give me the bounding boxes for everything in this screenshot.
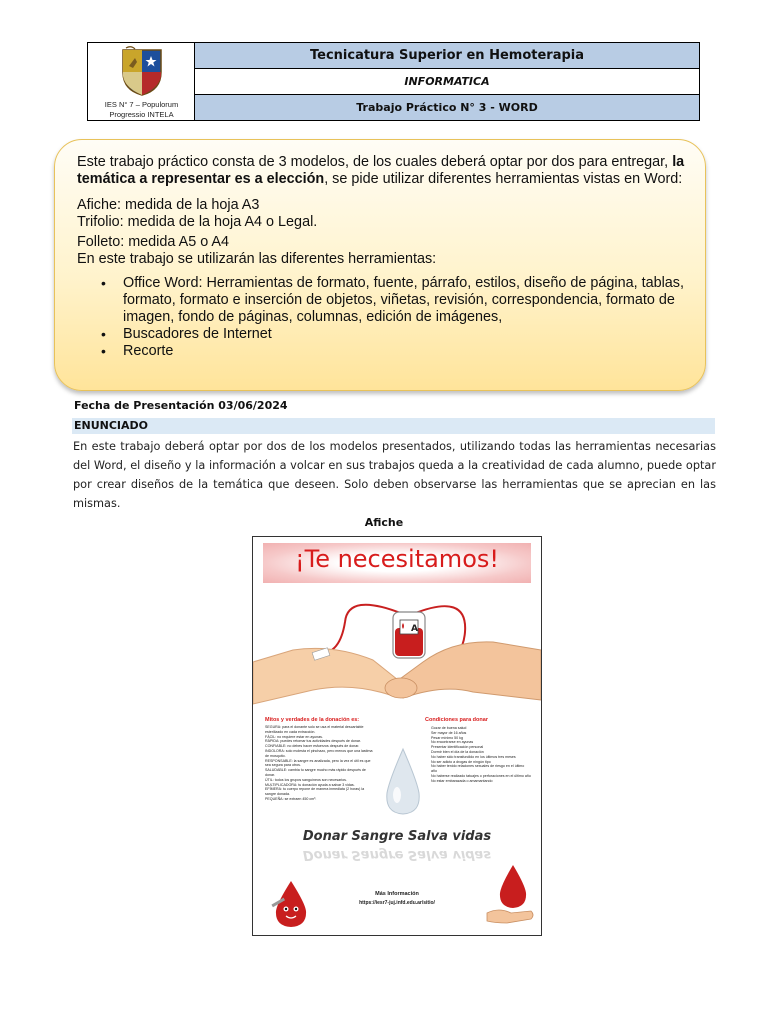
- list-item: RÁPIDA: puedes retomar tus actividades después de donar.: [265, 739, 361, 744]
- list-item: • Buscadores de Internet: [97, 326, 687, 343]
- poster-slogan-reflection: Donar Sangre Salva vidas: [302, 847, 492, 862]
- header-subject: INFORMATICA: [195, 69, 699, 95]
- more-info-label: Más Información: [375, 891, 419, 897]
- logo-caption-line: Progressio INTELA: [109, 110, 174, 119]
- list-item: Presentar identificación personal: [431, 745, 484, 750]
- poster-image: [252, 536, 542, 936]
- poster-slogan: Donar Sangre Salva vidas: [302, 829, 492, 844]
- myths-list: [265, 725, 375, 802]
- hand-with-drop-icon: [485, 863, 537, 925]
- intro-bold-text: la temática a representar es a elección: [77, 154, 685, 187]
- conditions-list: [431, 726, 531, 784]
- list-item: Pesar mínimo 50 kg: [431, 735, 463, 740]
- list-item: SEGURA: para el donante solo se usa el material descartable esterilizado en cada extracción.: [265, 725, 364, 734]
- list-item: No ser adicto a drogas de ningún tipo: [431, 759, 491, 764]
- instructions-text: [77, 154, 687, 360]
- header-assignment: Trabajo Práctico N° 3 - WORD: [195, 95, 699, 120]
- tools-intro: En este trabajo se utilizarán las diferentes herramientas:: [77, 251, 437, 267]
- list-item: No haberse realizado tatuajes o perforaciones en el último año: [431, 773, 531, 778]
- list-item: Ser mayor de 16 años: [431, 730, 467, 735]
- blood-donation-illustration: [253, 592, 541, 712]
- enunciado-heading: ENUNCIADO: [74, 419, 149, 432]
- header-title: Tecnicatura Superior en Hemoterapia: [195, 43, 699, 69]
- list-item: SALUDABLE: cambia tu sangre mucho más rápido después de donar.: [265, 768, 366, 777]
- intro-paragraph: [77, 154, 687, 188]
- blood-bag-icon: [393, 612, 425, 658]
- list-item: CONFIABLE: no debes hacer esfuerzos después de donar.: [265, 744, 360, 749]
- tools-list: [97, 275, 687, 360]
- list-item: FÁCIL: no requiere estar en ayunas.: [265, 734, 323, 739]
- header-table: [87, 42, 700, 121]
- logo-caption-line: IES N° 7 – Populorum: [104, 100, 179, 109]
- list-item: • Recorte: [97, 343, 687, 360]
- water-drop-icon: [383, 747, 423, 817]
- enunciado-bar: [72, 418, 715, 434]
- list-item: Gozar de buena salud: [431, 726, 467, 730]
- logo-cell: [88, 43, 195, 120]
- intro-text-end: , se pide utilizar diferentes herramientas vistas en Word:: [324, 171, 683, 187]
- afiche-label: Afiche: [364, 516, 404, 529]
- list-item: • Office Word: Herramientas de formato, fuente, párrafo, estilos, diseño de página, tablas, formato, formato e inserción de objetos, viñetas, revisión, correspondencia, formato de imagen, fondo de páginas, columnas, edición de imágenes,: [97, 275, 687, 326]
- myths-title: Mitos y verdades de la donación es:: [265, 717, 360, 723]
- list-item: INDOLORA: solo molesta el pinchazo, pero menos que una lastima de mosquito.: [265, 748, 373, 758]
- list-item: EFÍMERA: tu cuerpo repone de manera inmediata (2 horas) la sangre donada.: [265, 787, 365, 797]
- left-arm-icon: [253, 648, 403, 704]
- afiche-size: Afiche: medida de la hoja A3: [77, 197, 260, 213]
- svg-text:A: A: [411, 624, 418, 634]
- tube-left-icon: [328, 605, 403, 652]
- list-item: RESPONSABLE: la sangre es analizada, pero la vez el útil es que sea segura para otros.: [265, 758, 371, 768]
- more-info-url: https://iesr7-juj.infd.edu.ar/sitio/: [359, 900, 435, 906]
- list-item: Dormir bien el día de la donación: [431, 749, 484, 754]
- list-item: No encontrarse en ayunas: [431, 740, 474, 745]
- list-item: No estar embarazada o amamantando: [431, 778, 493, 783]
- poster-headline: ¡Te necesitamos!: [294, 545, 499, 573]
- list-item: ÚTIL: todos los grupos sanguíneos son necesarios.: [265, 777, 347, 782]
- submission-date: Fecha de Presentación 03/06/2024: [74, 399, 288, 412]
- trifolio-size: Trifolio: medida de la hoja A4 o Legal.: [77, 214, 318, 230]
- intro-text: Este trabajo práctico consta de 3 modelos, de los cuales deberá optar por dos para entregar,: [77, 154, 673, 170]
- list-item: PEQUEÑA: se extraen 450 cm³.: [265, 796, 317, 801]
- list-item: No haber tenido relaciones sexuales de riesgo en el último año: [431, 764, 525, 774]
- logo-caption: [88, 100, 195, 120]
- institution-shield-icon: [121, 46, 163, 96]
- list-item: MULTIPLICADORA: tu donación ayuda a salvar 3 vidas.: [265, 782, 355, 787]
- enunciado-text: En este trabajo deberá optar por dos de los modelos presentados, utilizando todas las herramientas necesarias del Word, el diseño y la información a volcar en sus trabajos queda a la creatividad de cada alumno, puede optar por crear diseños de la temática que deseen. Solo deben observarse las herramientas que se aprecian en las mismas.: [73, 440, 716, 510]
- folleto-size: Folleto: medida A5 o A4: [77, 234, 230, 250]
- conditions-title: Condiciones para donar: [425, 717, 488, 723]
- list-item: No haber sido transfundido en los últimos tres meses: [431, 754, 516, 759]
